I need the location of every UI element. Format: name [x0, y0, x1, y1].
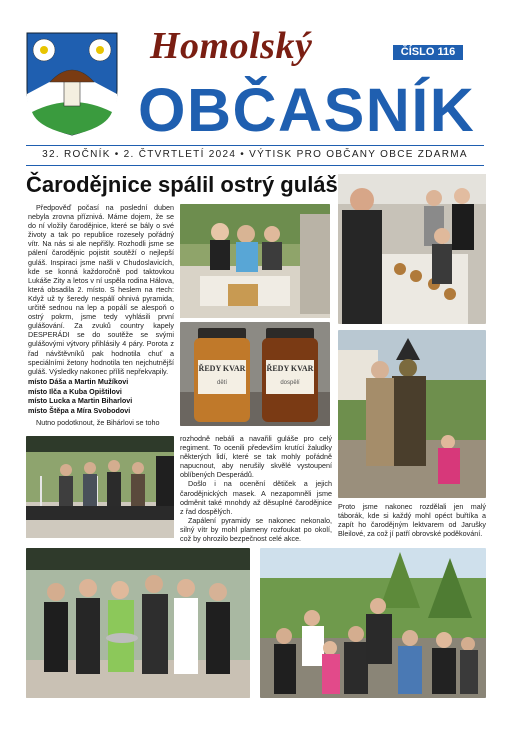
article-paragraph: Proto jsme nakonec rozdělali jen malý táborák, kde si každý mohl opéct buřtíka a zapít ho čarodějným lektvarem od Jarušky Bleilové, za což jí patří obrovské poděkování.: [338, 502, 486, 539]
article-text-col2: [180, 434, 332, 543]
article-paragraph: Zapálení pyramidy se nakonec nekonalo, silný vítr by mohl plameny rozfoukat po okolí, což by ohrozilo bezpečnost celé akce.: [180, 515, 332, 544]
winners-list: [28, 377, 174, 415]
divider-top: [26, 145, 484, 146]
jar-sublabel-right: dospělí: [280, 380, 300, 386]
masthead-name-top: Homolský: [150, 25, 313, 67]
issue-subline: 32. ROČNÍK • 2. ČTVRTLETÍ 2024 • VÝTISK PRO OBČANY OBCE ZDARMA: [42, 149, 468, 160]
jar-label-left: ŘEDY KVAR: [198, 364, 246, 373]
photo-band-stage: [26, 436, 174, 538]
jar-label-right: ŘEDY KVAR: [266, 364, 314, 373]
issue-number-badge: ČÍSLO 116: [393, 45, 463, 60]
divider-bottom: [26, 165, 484, 166]
photo-goulash-jars: [180, 322, 330, 426]
photo-witch-costumes: [338, 330, 486, 498]
photo-goulash-contestants: [26, 548, 250, 698]
winner-item: místo Ilča a Kuba Opištilovi: [28, 386, 122, 396]
article-text-col1-end: [28, 418, 174, 427]
article-paragraph: Nutno podotknout, že Bihárlovi se toho: [36, 418, 160, 427]
winner-item: místo Štěpa a Míra Svobodovi: [28, 405, 131, 415]
photo-tasting-table: [338, 174, 486, 324]
masthead-name-main: OBČASNÍK: [138, 76, 476, 144]
winner-item: místo Dáša a Martin Mužíkovi: [28, 377, 129, 386]
article-headline: Čarodějnice spálil ostrý guláš: [26, 172, 338, 197]
article-text-col3: [338, 502, 486, 538]
article-paragraph: rozhodně nebáli a navařili guláše pro celý regiment. To ocenili především krutící žaludky některých lidí, které se tak mohly pořádně napucnout, aby nerušily skvělé vystoupení oblíbených Desperádů.: [180, 434, 332, 480]
photo-group-park: [260, 548, 486, 698]
village-crest: [26, 32, 118, 136]
photo-children-table: [180, 204, 330, 318]
jar-sublabel-left: dětí: [216, 380, 227, 386]
winner-item: místo Lucka a Martin Biharlovi: [28, 396, 133, 406]
article-paragraph: Předpověď počasí na poslední duben nebyla zrovna příznivá. Máme dojem, že se do ní vložily čarodějnice, které se bály o své životy a tak po republice rozesely pořádný vítr. Na nás si ale nepřišly. Rozhodli jsme se pálení čarodějnic pojistit soutěží o nejlepší guláš. Inspiraci jsme našli v Chudoslavicích, kde se konná každoročně pod taktovkou Lukáše Zity a letos v ní uspěla rodina Hálova, která obsadila 2. místo. S heslem na rtech: Když už ty šeredy nespálí ohnivá pyramida, určitě sednou na lep a popálí se alespoň o ostrý pokrm, jsme tedy vyhlásili první gulášování. Za zvuků country kapely DESPERÁDI se do soutěže se svými gulášovými výtvory přihlásily 4 páry. Porota z řad návštěvníků pak hodnotila chuť a speciálními žetony hodnotila ten nejchutnější guláš. Výsledky nakonec příliš nepřekvapily.: [28, 203, 174, 376]
article-paragraph: Došlo i na ocenění dětiček a jejich čarodějnických masek. A nezapomněli jsme odměnit také mnohdy až děsuplné čarodějnice z řad dospělých.: [180, 479, 332, 516]
article-text-col1: [28, 203, 174, 376]
